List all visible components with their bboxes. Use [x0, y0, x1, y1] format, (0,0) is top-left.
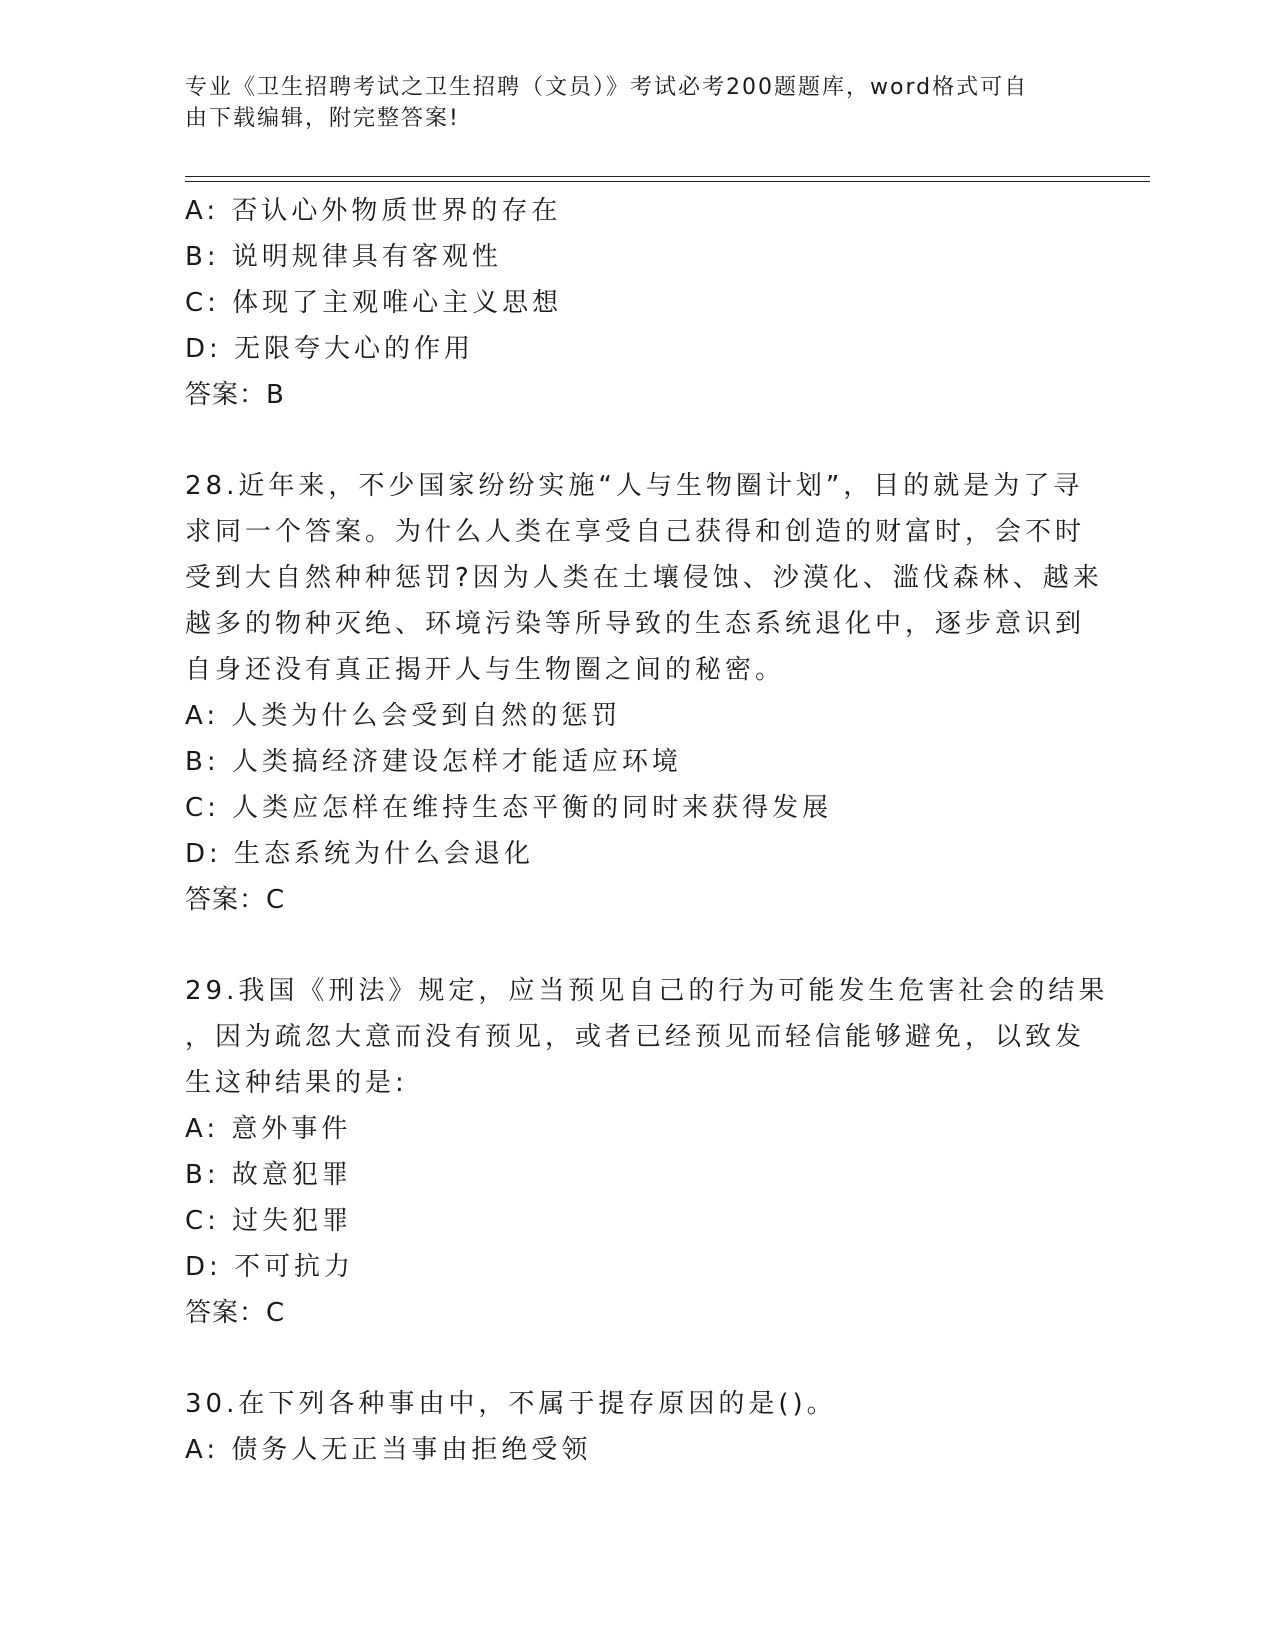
option-c: C: 过失犯罪	[185, 1206, 353, 1236]
question-27	[185, 188, 1085, 418]
question-spacer	[185, 418, 1085, 463]
question-30	[185, 1381, 1085, 1473]
option-b: B: 故意犯罪	[185, 1160, 352, 1190]
stem-line: 受到大自然种种惩罚?因为人类在土壤侵蚀、沙漠化、滥伐森林、越来	[185, 563, 1103, 593]
stem-line: 29.我国《刑法》规定，应当预见自己的行为可能发生危害社会的结果	[185, 976, 1109, 1006]
stem-line: 30.在下列各种事由中，不属于提存原因的是()。	[185, 1389, 837, 1419]
header-line-1: 专业《卫生招聘考试之卫生招聘（文员）》考试必考200题题库，word格式可自	[185, 75, 1029, 100]
header-divider-top	[185, 176, 1150, 177]
question-stem	[185, 463, 1103, 693]
option-a: A: 人类为什么会受到自然的惩罚	[185, 701, 622, 731]
stem-line: 生这种结果的是:	[185, 1068, 408, 1098]
option-b: B: 人类搞经济建设怎样才能适应环境	[185, 747, 682, 777]
stem-line: 28.近年来，不少国家纷纷实施“人与生物圈计划”，目的就是为了寻	[185, 471, 1084, 501]
option-d: D: 不可抗力	[185, 1252, 355, 1282]
option-a: A: 否认心外物质世界的存在	[185, 196, 562, 226]
header-line-2: 由下载编辑，附完整答案!	[185, 106, 460, 131]
answer-line: 答案：C	[185, 885, 286, 915]
answer-line: 答案：B	[185, 380, 285, 410]
stem-line: 自身还没有真正揭开人与生物圈之间的秘密。	[185, 655, 786, 685]
option-d: D: 生态系统为什么会退化	[185, 839, 535, 869]
stem-line: 越多的物种灭绝、环境污染等所导致的生态系统退化中，逐步意识到	[185, 609, 1086, 639]
question-stem	[185, 1381, 1085, 1427]
option-b: B: 说明规律具有客观性	[185, 242, 502, 272]
question-29	[185, 968, 1109, 1336]
question-28	[185, 463, 1103, 923]
header-divider-bottom	[185, 181, 1150, 182]
option-c: C: 人类应怎样在维持生态平衡的同时来获得发展	[185, 793, 833, 823]
question-stem	[185, 968, 1109, 1106]
stem-line: 求同一个答案。为什么人类在享受自己获得和创造的财富时，会不时	[185, 517, 1086, 547]
option-a: A: 意外事件	[185, 1114, 352, 1144]
option-a: A: 债务人无正当事由拒绝受领	[185, 1435, 592, 1465]
question-spacer	[185, 1336, 1085, 1381]
option-d: D: 无限夸大心的作用	[185, 334, 475, 364]
document-header	[185, 72, 1065, 134]
answer-line: 答案：C	[185, 1298, 286, 1328]
stem-line: ，因为疏忽大意而没有预见，或者已经预见而轻信能够避免，以致发	[185, 1022, 1086, 1052]
question-spacer	[185, 923, 1085, 968]
option-c: C: 体现了主观唯心主义思想	[185, 288, 563, 318]
question-content	[185, 188, 1109, 1473]
